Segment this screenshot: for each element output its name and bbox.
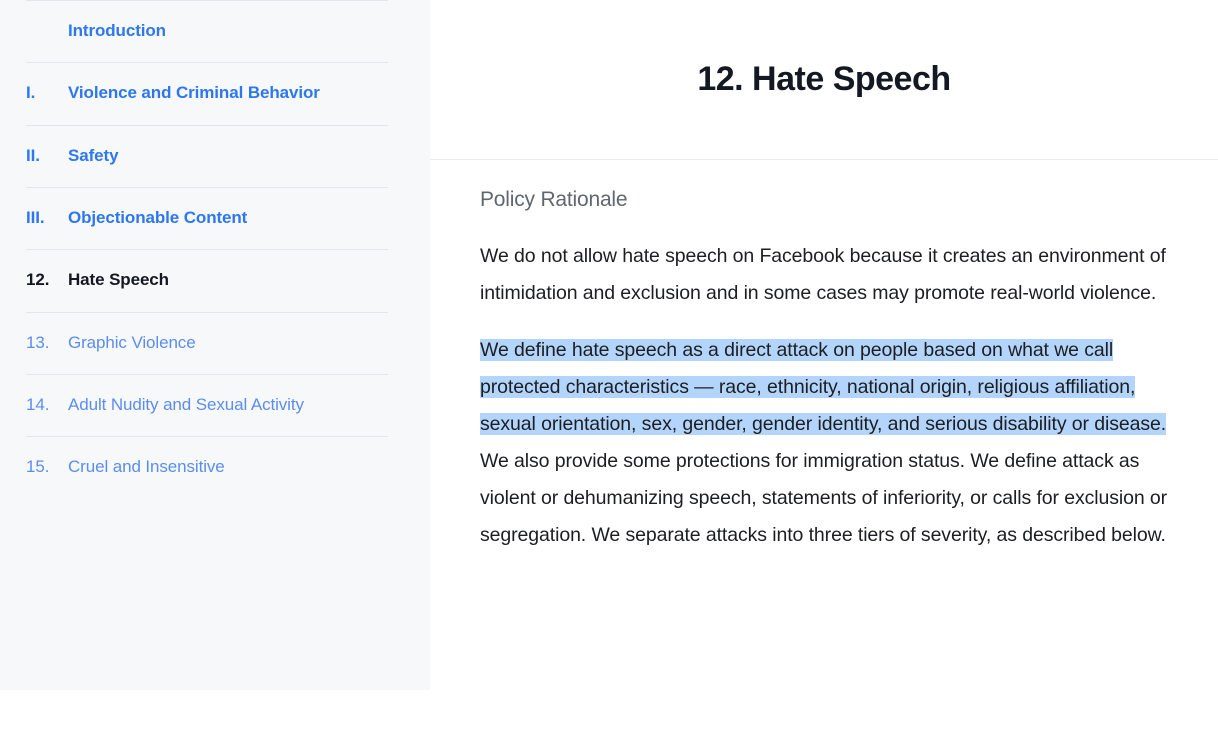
divider: [26, 187, 388, 188]
sidebar-item-list: [0, 0, 430, 499]
divider: [26, 125, 388, 126]
sidebar-item-label: Adult Nudity and Sexual Activity: [68, 395, 304, 415]
sidebar-navigation: [0, 0, 430, 690]
divider: [26, 249, 388, 250]
sidebar-item-label: Safety: [68, 145, 119, 165]
sidebar-item-label: Cruel and Insensitive: [68, 457, 225, 477]
sidebar-item-label: Introduction: [68, 21, 166, 40]
paragraph-remainder: We also provide some protections for immigration status. We define attack as violent or dehumanizing speech, statements of inferiority, or calls for exclusion or segregation. We separate attacks into three tiers of severity, as described below.: [480, 450, 1168, 547]
sidebar-item-graphic-violence[interactable]: [0, 312, 430, 374]
sidebar-item-objectionable-content[interactable]: [0, 187, 430, 249]
paragraph-hate-speech-definition: [480, 332, 1190, 554]
sidebar-item-label: Graphic Violence: [68, 332, 196, 352]
sidebar-item-introduction[interactable]: [0, 0, 430, 62]
sidebar-item-number: 12.: [26, 270, 50, 290]
sidebar-item-number: I.: [26, 83, 36, 103]
sidebar-item-number: 13.: [26, 332, 50, 352]
sidebar-item-hate-speech[interactable]: [0, 249, 430, 311]
sidebar-item-number: II.: [26, 145, 40, 165]
divider: [26, 374, 388, 375]
sidebar-item-safety[interactable]: [0, 125, 430, 187]
divider: [26, 0, 388, 1]
title-block: [430, 0, 1218, 160]
sidebar-item-label: Objectionable Content: [68, 208, 248, 228]
article-content: [430, 0, 1218, 690]
sidebar-item-violence-and-criminal-behavior[interactable]: [0, 62, 430, 124]
highlighted-text-selection: We define hate speech as a direct attack on people based on what we call protected characteristics — race, ethnicity, national origin, religious affiliation, sexual orientation, sex, gender, gender identity, and serious disability or disease.: [480, 339, 1167, 436]
page-title: 12. Hate Speech: [697, 60, 951, 98]
paragraph-rationale-intro: We do not allow hate speech on Facebook because it creates an environment of intimidation and exclusion and in some cases may promote real-world violence.: [480, 245, 1166, 305]
sidebar-item-number: III.: [26, 208, 45, 228]
article-body: [430, 160, 1218, 554]
divider: [26, 62, 388, 63]
divider: [26, 312, 388, 313]
sidebar-item-adult-nudity-and-sexual-activity[interactable]: [0, 374, 430, 436]
divider: [26, 436, 388, 437]
page-bottom-margin: [0, 690, 1218, 734]
sidebar-item-label: Violence and Criminal Behavior: [68, 83, 320, 103]
section-label-policy-rationale: Policy Rationale: [480, 188, 628, 211]
sidebar-item-number: 15.: [26, 457, 50, 477]
sidebar-item-label: Hate Speech: [68, 270, 169, 290]
sidebar-item-number: 14.: [26, 395, 50, 415]
sidebar-item-cruel-and-insensitive[interactable]: [0, 436, 430, 498]
